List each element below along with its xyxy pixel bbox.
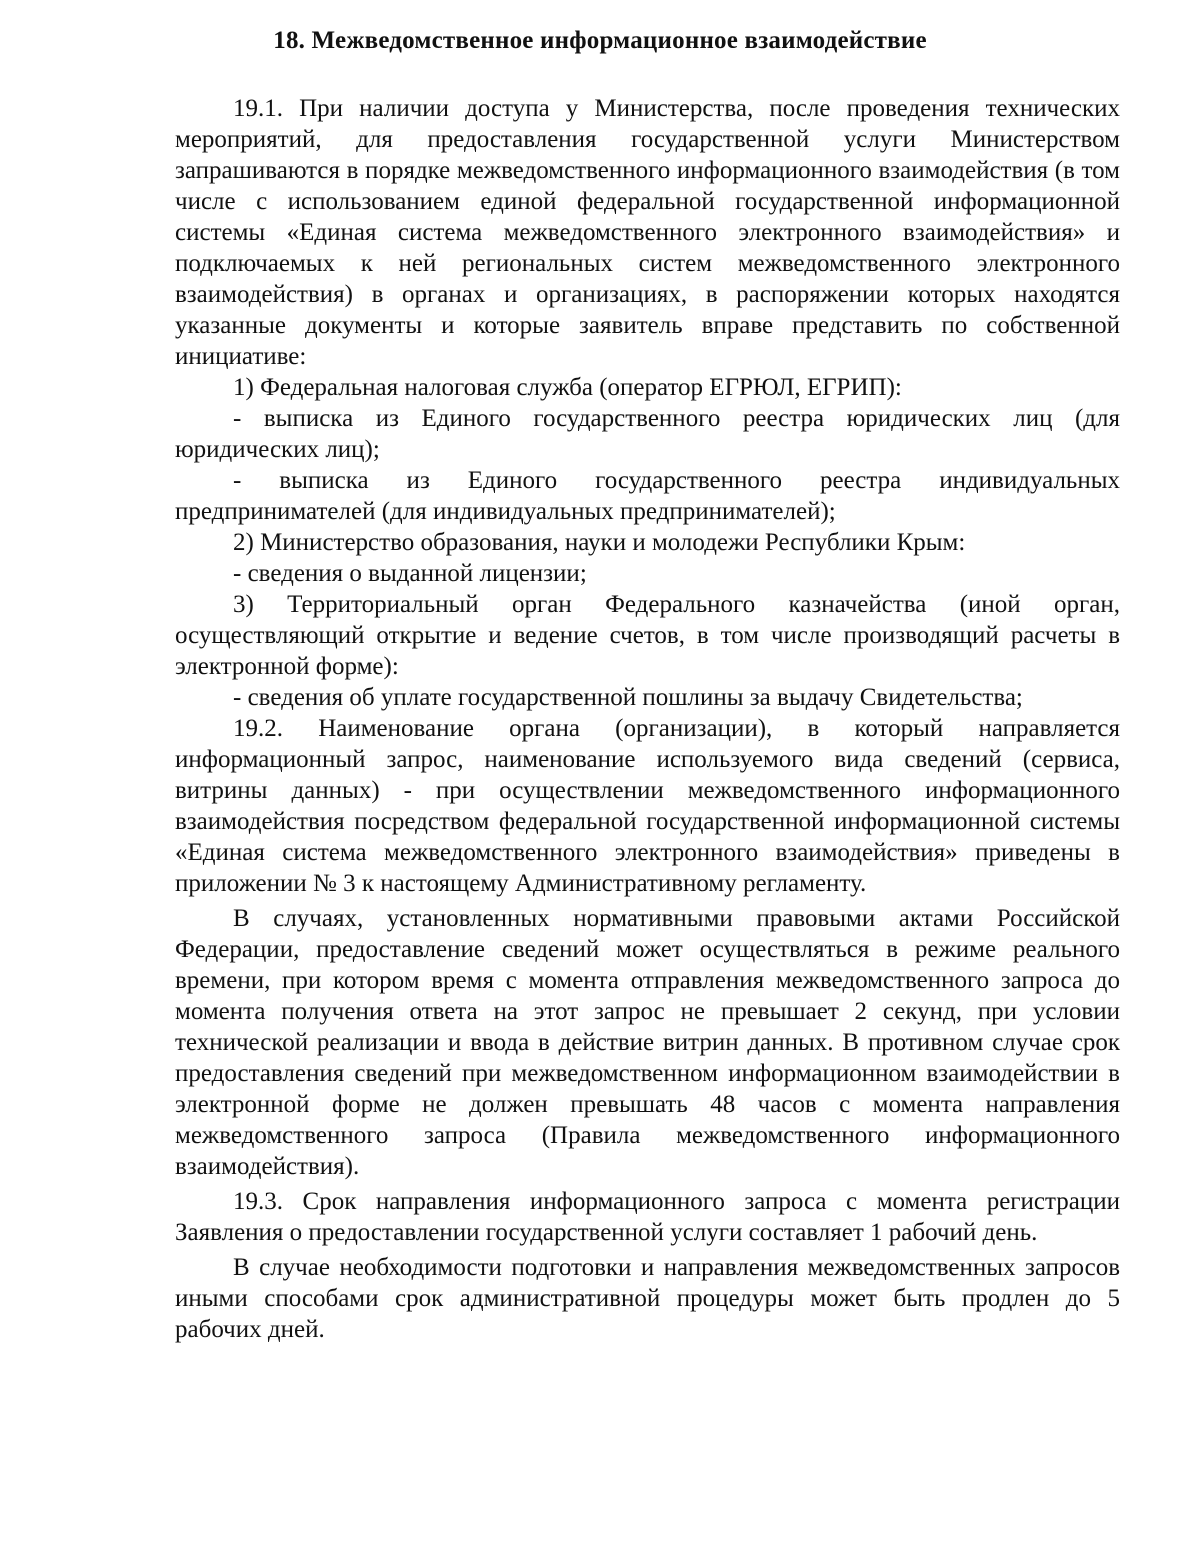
paragraph-treasury: 3) Территориальный орган Федерального казначейства (иной орган, осуществляющий открытие и ведение счетов, в том числе производящий расчеты в электронной форме): (175, 591, 1120, 680)
paragraph-real-time: В случаях, установленных нормативными правовыми актами Российской Федерации, предоставление сведений может осуществляться в режиме реального времени, при котором время с момента отправления межведомственного запроса до момента получения ответа на этот запрос не превышает 2 секунд, при условии технической реализации и ввода в действие витрин данных. В противном случае срок предоставления сведений при межведомственном информационном взаимодействии в электронной форме не должен превышать 48 часов с момента направления межведомственного запроса (Правила межведомственного информационного взаимодействия). (175, 905, 1120, 1180)
paragraph-egrul-extract: - выписка из Единого государственного реестра юридических лиц (для юридических лиц); (175, 405, 1120, 463)
paragraph-19-1: 19.1. При наличии доступа у Министерства, после проведения технических мероприятий, для предоставления государственной услуги Министерством запрашиваются в порядке межведомственного информационного взаимодействия (в том числе с использованием единой федеральной государственной информационной системы «Единая система межведомственного электронного взаимодействия» и подключаемых к ней региональных систем межведомственного электронного взаимодействия) в органах и организациях, в распоряжении которых находятся указанные документы и которые заявитель вправе представить по собственной инициативе: (175, 95, 1120, 370)
section-heading: 18. Межведомственное информационное взаимодействие (273, 27, 927, 54)
paragraph-egrip-extract: - выписка из Единого государственного реестра индивидуальных предпринимателей (для индивидуальных предпринимателей); (175, 467, 1120, 525)
paragraph-license-info: - сведения о выданной лицензии; (233, 560, 587, 587)
paragraph-fns: 1) Федеральная налоговая служба (оператор ЕГРЮЛ, ЕГРИП): (233, 374, 902, 401)
paragraph-extension: В случае необходимости подготовки и направления межведомственных запросов иными способами срок административной процедуры может быть продлен до 5 рабочих дней. (175, 1254, 1120, 1343)
paragraph-19-2: 19.2. Наименование органа (организации), в который направляется информационный запрос, наименование используемого вида сведений (сервиса, витрины данных) - при осуществлении межведомственного информационного взаимодействия посредством федеральной государственной информационной системы «Единая система межведомственного электронного взаимодействия» приведены в приложении № 3 к настоящему Административному регламенту. (175, 715, 1120, 897)
document-body (175, 93, 1120, 1345)
paragraph-19-3: 19.3. Срок направления информационного запроса с момента регистрации Заявления о предоставлении государственной услуги составляет 1 рабочий день. (175, 1188, 1120, 1246)
paragraph-fee-payment: - сведения об уплате государственной пошлины за выдачу Свидетельства; (233, 684, 1023, 711)
paragraph-ministry-education: 2) Министерство образования, науки и молодежи Республики Крым: (233, 529, 966, 556)
